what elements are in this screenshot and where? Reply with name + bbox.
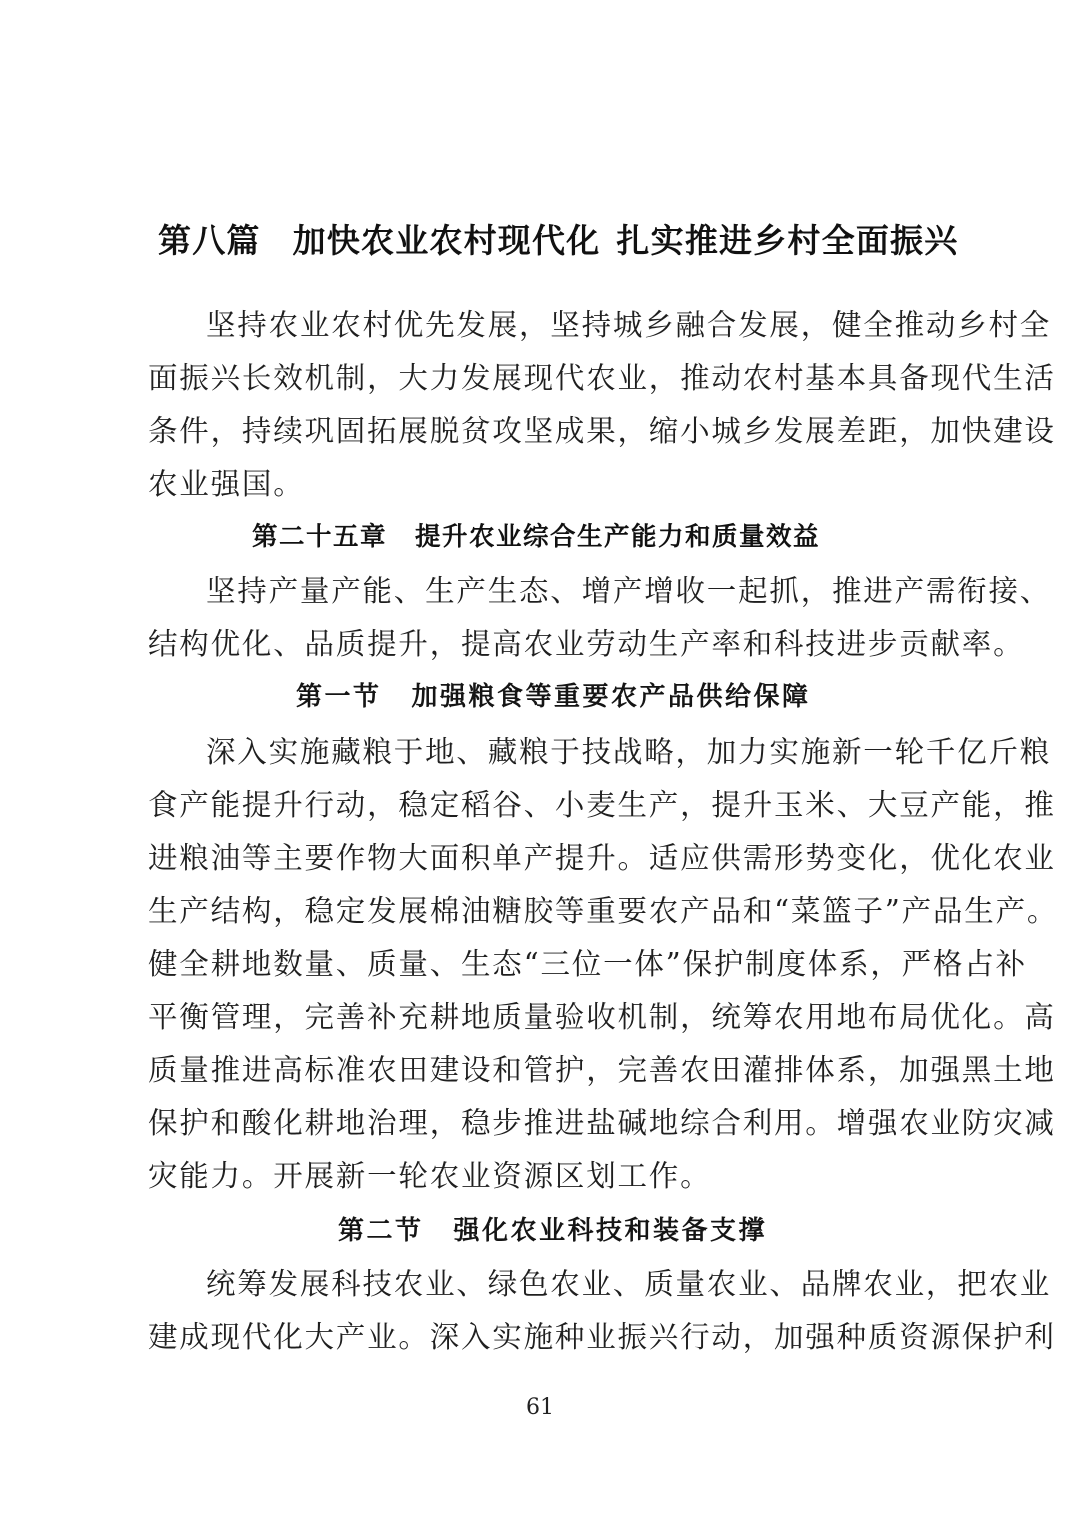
intro-line-2: 面振兴长效机制，大力发展现代农业，推动农村基本具备现代生活 [148,361,1056,395]
section-1-line-4: 生产结构，稳定发展棉油糖胶等重要农产品和“菜篮子”产品生产。 [148,894,1059,928]
section-1-line-8: 保护和酸化耕地治理，稳步推进盐碱地综合利用。增强农业防灾减 [148,1106,1056,1140]
section-1-line-3: 进粮油等主要作物大面积单产提升。适应供需形势变化，优化农业 [148,841,1056,875]
section-1-line-2: 食产能提升行动，稳定稻谷、小麦生产，提升玉米、大豆产能，推 [148,788,1056,822]
section-1-line-9: 灾能力。开展新一轮农业资源区划工作。 [148,1159,712,1193]
section-1-label: 第一节 [296,682,382,712]
intro-line-3: 条件，持续巩固拓展脱贫攻坚成果，缩小城乡发展差距，加快建设 [148,414,1056,448]
section-2-line-2: 建成现代化大产业。深入实施种业振兴行动，加强种质资源保护利 [148,1320,1056,1354]
section-1-line-6: 平衡管理，完善补充耕地质量验收机制，统筹农用地布局优化。高 [148,1000,1056,1034]
section-1-title [296,677,811,717]
section-2-title [338,1211,767,1251]
section-2-heading: 强化农业科技和装备支撑 [453,1216,768,1246]
section-1-line-1: 深入实施藏粮于地、藏粮于技战略，加力实施新一轮千亿斤粮 [206,735,1052,769]
part-heading-b: 扎实推进乡村全面振兴 [616,221,959,260]
part-heading-a: 加快农业农村现代化 [292,221,601,260]
section-1-line-7: 质量推进高标准农田建设和管护，完善农田灌排体系，加强黑土地 [148,1053,1056,1087]
chapter-heading: 提升农业综合生产能力和质量效益 [415,522,821,552]
section-2-label: 第二节 [338,1216,424,1246]
chapter-line-1: 坚持产量产能、生产生态、增产增收一起抓，推进产需衔接、 [206,574,1052,608]
chapter-label: 第二十五章 [252,522,388,552]
part-label: 第八篇 [158,221,261,260]
chapter-title [252,517,852,557]
section-1-line-5: 健全耕地数量、质量、生态“三位一体”保护制度体系，严格占补 [148,947,1027,981]
page-number: 61 [526,1395,554,1420]
section-2-line-1: 统筹发展科技农业、绿色农业、质量农业、品牌农业，把农业 [206,1267,1052,1301]
intro-line-4: 农业强国。 [148,467,305,501]
chapter-line-2: 结构优化、品质提升，提高农业劳动生产率和科技进步贡献率。 [148,627,1025,661]
part-title [158,218,959,264]
section-1-heading: 加强粮食等重要农产品供给保障 [411,682,811,712]
intro-line-1: 坚持农业农村优先发展，坚持城乡融合发展，健全推动乡村全 [206,308,1052,342]
